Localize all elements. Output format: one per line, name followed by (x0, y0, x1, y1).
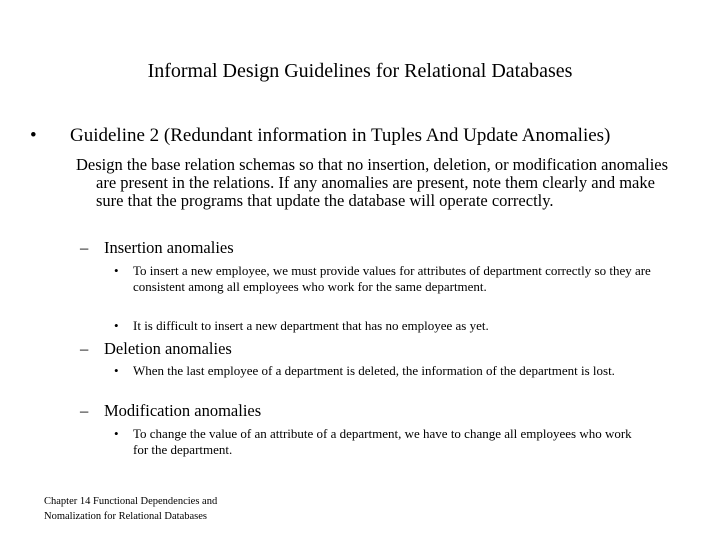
section-label: Insertion anomalies (104, 238, 234, 257)
sub-bullet-marker: • (114, 318, 119, 333)
list-item-text: It is difficult to insert a new department that has no employee as yet. (133, 318, 489, 333)
section-label: Modification anomalies (104, 401, 262, 420)
guideline-paragraph: Design the base relation schemas so that no insertion, deletion, or modification anomalies are present in the relations. If any anomalies are present, note them clearly and make sure that the programs that update the database will operate correctly. (76, 155, 669, 210)
slide-title: Informal Design Guidelines for Relational Databases (147, 60, 573, 82)
list-item (114, 318, 653, 334)
guideline-heading: Guideline 2 (Redundant information in Tuples And Update Anomalies) (70, 125, 611, 146)
slide-footer (44, 494, 217, 524)
dash-marker: – (80, 238, 89, 257)
list-item (114, 363, 623, 379)
sub-bullet-marker: • (114, 426, 119, 441)
list-item-text: To insert a new employee, we must provide values for attributes of department correctly so they are consistent among all employees who work for the same department. (133, 263, 651, 294)
dash-marker: – (80, 339, 89, 358)
footer-line: Chapter 14 Functional Dependencies and (44, 496, 218, 507)
sub-bullet-marker: • (114, 263, 119, 278)
footer-line: Nomalization for Relational Databases (44, 511, 207, 522)
bullet-marker: • (30, 125, 37, 146)
sub-bullet-marker: • (114, 363, 119, 378)
list-item (114, 263, 653, 295)
list-item-text: To change the value of an attribute of a department, we have to change all employees who work for the department. (133, 426, 632, 457)
dash-marker: – (80, 401, 89, 420)
list-item-text: When the last employee of a department is deleted, the information of the department is lost. (133, 363, 615, 378)
section-label: Deletion anomalies (104, 339, 232, 358)
list-item (114, 426, 633, 458)
